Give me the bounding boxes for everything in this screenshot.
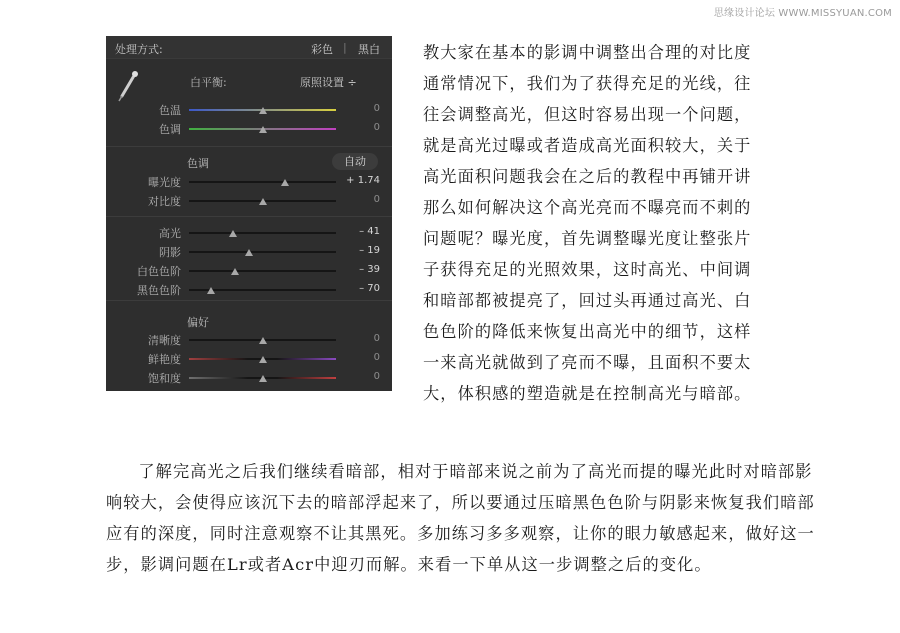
slider-value[interactable]: – 19: [359, 245, 380, 256]
text-line: 一来高光就做到了亮而不曝，且面积不要太: [423, 353, 752, 372]
slider-label: 对比度: [148, 195, 181, 208]
slider-value[interactable]: – 39: [359, 264, 380, 275]
slider-label: 曝光度: [148, 176, 181, 189]
divider: [106, 146, 392, 147]
bw-option[interactable]: 黑白: [358, 43, 380, 56]
treatment-header: [106, 36, 392, 59]
color-option[interactable]: 彩色: [311, 43, 333, 56]
slider-thumb[interactable]: [281, 179, 289, 186]
text-line: 通常情况下，我们为了获得充足的光线，往: [423, 74, 752, 93]
divider: [106, 300, 392, 301]
slider-label: 清晰度: [148, 334, 181, 347]
slider-value[interactable]: + 1.74: [346, 175, 380, 186]
text-line: 和暗部都被提亮了，回过头再通过高光、白: [423, 291, 752, 310]
slider-value[interactable]: 0: [373, 333, 380, 344]
slider-value[interactable]: – 70: [359, 283, 380, 294]
slider-value[interactable]: 0: [373, 122, 380, 133]
text-line: 问题呢？曝光度，首先调整曝光度让整张片: [423, 229, 752, 248]
slider-thumb[interactable]: [245, 249, 253, 256]
slider-track[interactable]: [189, 181, 336, 183]
slider-value[interactable]: 0: [373, 194, 380, 205]
divider: [106, 216, 392, 217]
slider-thumb[interactable]: [259, 107, 267, 114]
slider-thumb[interactable]: [259, 198, 267, 205]
slider-thumb[interactable]: [229, 230, 237, 237]
slider-label: 饱和度: [148, 372, 181, 385]
white-balance-select[interactable]: 原照设置 ÷: [300, 76, 357, 89]
slider-label: 色温: [159, 104, 181, 117]
slider-label: 白色色阶: [137, 265, 181, 278]
article-right-column: [423, 37, 828, 409]
slider-label: 黑色色阶: [137, 284, 181, 297]
slider-thumb[interactable]: [259, 356, 267, 363]
slider-value[interactable]: 0: [373, 371, 380, 382]
slider-label: 鲜艳度: [148, 353, 181, 366]
slider-thumb[interactable]: [231, 268, 239, 275]
text-line: 高光面积问题我会在之后的教程中再铺开讲: [423, 167, 752, 186]
article-bottom-paragraph: [106, 456, 822, 580]
auto-button[interactable]: 自动: [332, 153, 378, 170]
slider-track[interactable]: [189, 232, 336, 234]
treatment-separator: |: [343, 41, 347, 54]
slider-value[interactable]: 0: [373, 352, 380, 363]
slider-thumb[interactable]: [259, 126, 267, 133]
slider-label: 色调: [159, 123, 181, 136]
slider-thumb[interactable]: [259, 375, 267, 382]
lightroom-basic-panel: [106, 36, 392, 391]
slider-thumb[interactable]: [207, 287, 215, 294]
watermark: 思缘设计论坛 WWW.MISSYUAN.COM: [713, 8, 892, 19]
slider-thumb[interactable]: [259, 337, 267, 344]
text-line: 教大家在基本的影调中调整出合理的对比度: [423, 43, 752, 62]
paragraph: 了解完高光之后我们继续看暗部，相对于暗部来说之前为了高光而提的曝光此时对暗部影响较大，会使得应该沉下去的暗部浮起来了，所以要通过压暗黑色色阶与阴影来恢复我们暗部应有的深度，同时注意观察不让其黑死。多加练习多多观察，让你的眼力敏感起来，做好这一步，影调问题在Lr或者Acr中迎刃而解。来看一下单从这一步调整之后的变化。: [106, 462, 815, 574]
slider-label: 高光: [159, 227, 181, 240]
text-line: 大，体积感的塑造就是在控制高光与暗部。: [423, 384, 752, 403]
text-line: 色色阶的降低来恢复出高光中的细节，这样: [423, 322, 752, 341]
treatment-label: 处理方式:: [115, 43, 163, 56]
tone-section-title: 色调: [187, 157, 209, 170]
slider-track[interactable]: [189, 251, 336, 253]
eyedropper-icon[interactable]: [116, 70, 140, 104]
text-line: 那么如何解决这个高光亮而不曝亮而不刺的: [423, 198, 752, 217]
text-line: 往会调整高光，但这时容易出现一个问题，: [423, 105, 752, 124]
text-line: 就是高光过曝或者造成高光面积较大，关于: [423, 136, 752, 155]
slider-value[interactable]: – 41: [359, 226, 380, 237]
white-balance-label: 白平衡:: [190, 76, 227, 89]
presence-section-title: 偏好: [187, 316, 209, 329]
slider-label: 阴影: [159, 246, 181, 259]
slider-track[interactable]: [189, 270, 336, 272]
slider-value[interactable]: 0: [373, 103, 380, 114]
text-line: 子获得充足的光照效果，这时高光、中间调: [423, 260, 752, 279]
